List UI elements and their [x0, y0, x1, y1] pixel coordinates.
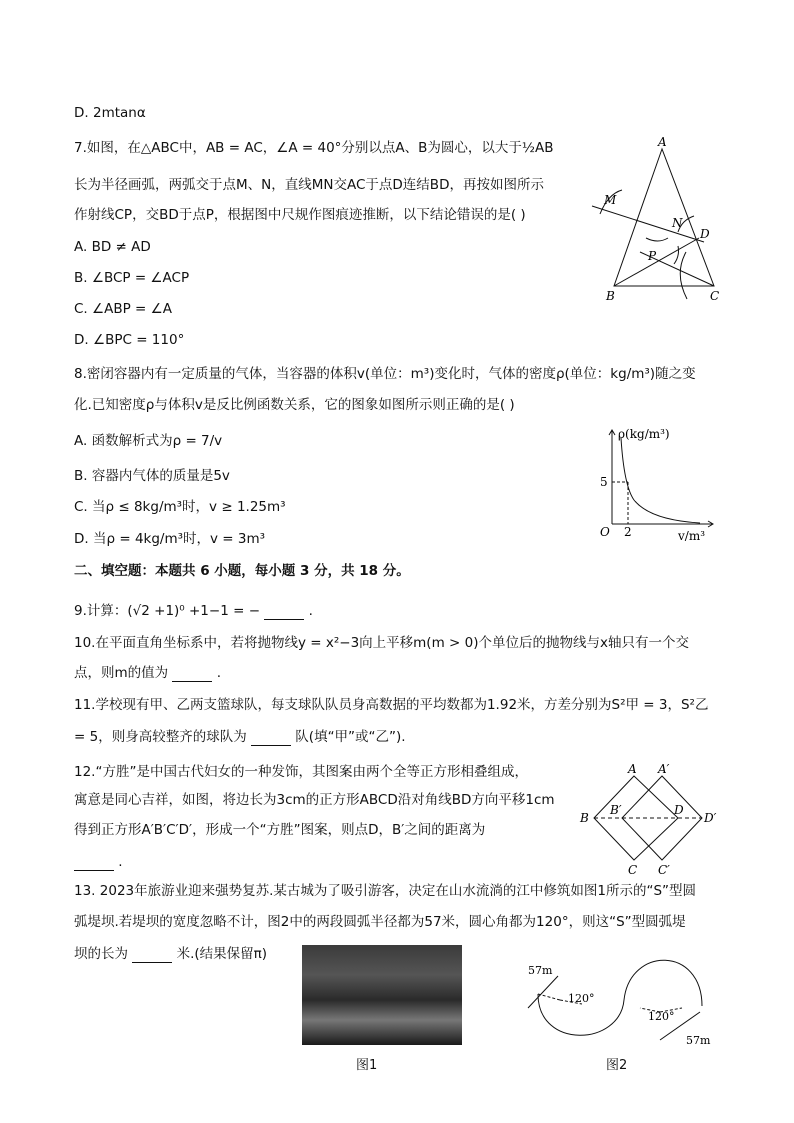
label-120-2: 120° [648, 1010, 675, 1023]
q7-line2: 长为半径画弧，两弧交于点M、N，直线MN交AC于点D连结BD，再按如图所示 [74, 177, 544, 193]
q11-line2 [74, 728, 406, 746]
label-p: P [648, 249, 657, 263]
label-a-prime: A′ [658, 762, 670, 776]
q7-line1: 7.如图，在△ABC中，AB = AC，∠A = 40°分别以点A、B为圆心，以大于½AB [74, 140, 554, 156]
radius-1a [538, 994, 560, 1000]
q9-answer-blank[interactable] [264, 605, 304, 620]
q11-line1: 11.学校现有甲、乙两支篮球队，每支球队队员身高数据的平均数都为1.92米，方差分别为S²甲 = 3，S²乙 [74, 697, 709, 713]
origin-label: O [600, 525, 610, 539]
q12-line3: 得到正方形A′B′C′D′，形成一个“方胜”图案，则点D，B′之间的距离为 [74, 822, 486, 838]
q10-period: . [216, 665, 222, 681]
q9-period: . [308, 603, 313, 619]
arc-p2 [674, 246, 679, 264]
label-m: M [604, 193, 617, 207]
label-b: B [580, 811, 589, 825]
label-c: C [710, 289, 720, 303]
line-mn [592, 206, 704, 242]
q8-option-a: A. 函数解析式为ρ = 7/v [74, 433, 223, 449]
label-b-prime: B′ [610, 803, 622, 817]
q13-line3 [74, 945, 267, 963]
fig1-caption: 图1 [356, 1058, 378, 1073]
square-a2b2c2d2 [622, 776, 702, 860]
q8-option-d: D. 当ρ = 4kg/m³时，v = 3m³ [74, 531, 266, 547]
q10-line2 [74, 664, 221, 682]
q12-period: . [118, 854, 123, 870]
q13-text: 坝的长为 [74, 946, 128, 962]
q11-text: = 5，则身高较整齐的球队为 [74, 729, 247, 745]
q7-line3: 作射线CP，交BD于点P，根据图中尺规作图痕迹推断，以下结论错误的是( ) [74, 207, 526, 223]
q6-option-d: D. 2mtanα [74, 105, 146, 121]
q12-answer-blank[interactable] [74, 856, 114, 871]
q7-option-a: A. BD ≠ AD [74, 239, 151, 255]
q12-fangsheng-figure [578, 762, 724, 878]
arc-p1 [646, 238, 668, 241]
q8-option-b: B. 容器内气体的质量是5v [74, 468, 230, 484]
segment-bd [614, 238, 699, 286]
label-57m-2: 57m [686, 1034, 711, 1047]
dam-photo [302, 945, 462, 1045]
q13-answer-blank[interactable] [132, 948, 172, 963]
q11-answer-blank[interactable] [251, 731, 291, 746]
q8-option-c: C. 当ρ ≤ 8kg/m³时，v ≥ 1.25m³ [74, 499, 286, 515]
q8-line2: 化.已知密度ρ与体积v是反比例函数关系，它的图象如图所示则正确的是( ) [74, 397, 515, 413]
q10-answer-blank[interactable] [172, 667, 212, 682]
label-b: B [606, 289, 615, 303]
x-tick-2: 2 [624, 525, 632, 539]
q7-triangle-figure [582, 134, 732, 304]
label-120-1: 120° [568, 992, 595, 1005]
label-d-prime: D′ [704, 811, 717, 825]
q8-inverse-graph [598, 424, 728, 546]
label-c: C [628, 863, 638, 877]
label-57m-1: 57m [528, 964, 553, 977]
q7-option-d: D. ∠BPC = 110° [74, 332, 185, 348]
y-tick-5: 5 [600, 475, 608, 489]
label-n: N [672, 216, 683, 230]
q13-text-after: 米.(结果保留π) [176, 946, 268, 962]
hyperbola [621, 438, 700, 523]
label-d: D [700, 227, 710, 241]
q11-text-after: 队(填“甲”或“乙”). [295, 729, 406, 745]
q12-line4 [74, 853, 123, 871]
arc-right [624, 960, 702, 1006]
x-axis-label: v/m³ [678, 529, 706, 543]
q12-line1: 12.“方胜”是中国古代妇女的一种发饰，其图案由两个全等正方形相叠组成， [74, 764, 528, 780]
label-a: A [628, 762, 637, 776]
q7-option-b: B. ∠BCP = ∠ACP [74, 270, 190, 286]
q13-line1: 13. 2023年旅游业迎来强势复苏.某古城为了吸引游客，决定在山水流淌的江中修筑如图1所示的“S”型圆 [74, 883, 697, 899]
q9-line [74, 602, 313, 620]
label-c-prime: C′ [658, 863, 670, 877]
q13-line2: 弧堤坝.若堤坝的宽度忽略不计，图2中的两段圆弧半径都为57米，圆心角都为120°，则这“S”型圆弧堤 [74, 914, 686, 930]
q10-text: 点，则m的值为 [74, 665, 169, 681]
q12-line2: 寓意是同心吉祥，如图，将边长为3cm的正方形ABCD沿对角线BD方向平移1cm [74, 792, 555, 808]
dim-arrow-1 [528, 976, 558, 1008]
q10-line1: 10.在平面直角坐标系中，若将抛物线y = x²−3向上平移m(m > 0)个单位后的抛物线与x轴只有一个交 [74, 635, 689, 651]
q7-option-c: C. ∠ABP = ∠A [74, 301, 172, 317]
q13-s-arc-figure [500, 950, 730, 1056]
section-heading: 二、填空题：本题共 6 小题，每小题 3 分，共 18 分。 [74, 563, 410, 579]
q8-line1: 8.密闭容器内有一定质量的气体，当容器的体积v(单位：m³)变化时，气体的密度ρ(单位：kg/m³)随之变 [74, 366, 696, 382]
label-d: D [674, 803, 684, 817]
y-axis-label: ρ(kg/m³) [618, 427, 670, 441]
arc-c [680, 252, 687, 299]
label-a: A [658, 135, 667, 149]
fig2-caption: 图2 [606, 1058, 628, 1073]
q9-text: 9.计算：(√2 +1)⁰ +1−1 = − [74, 603, 261, 619]
